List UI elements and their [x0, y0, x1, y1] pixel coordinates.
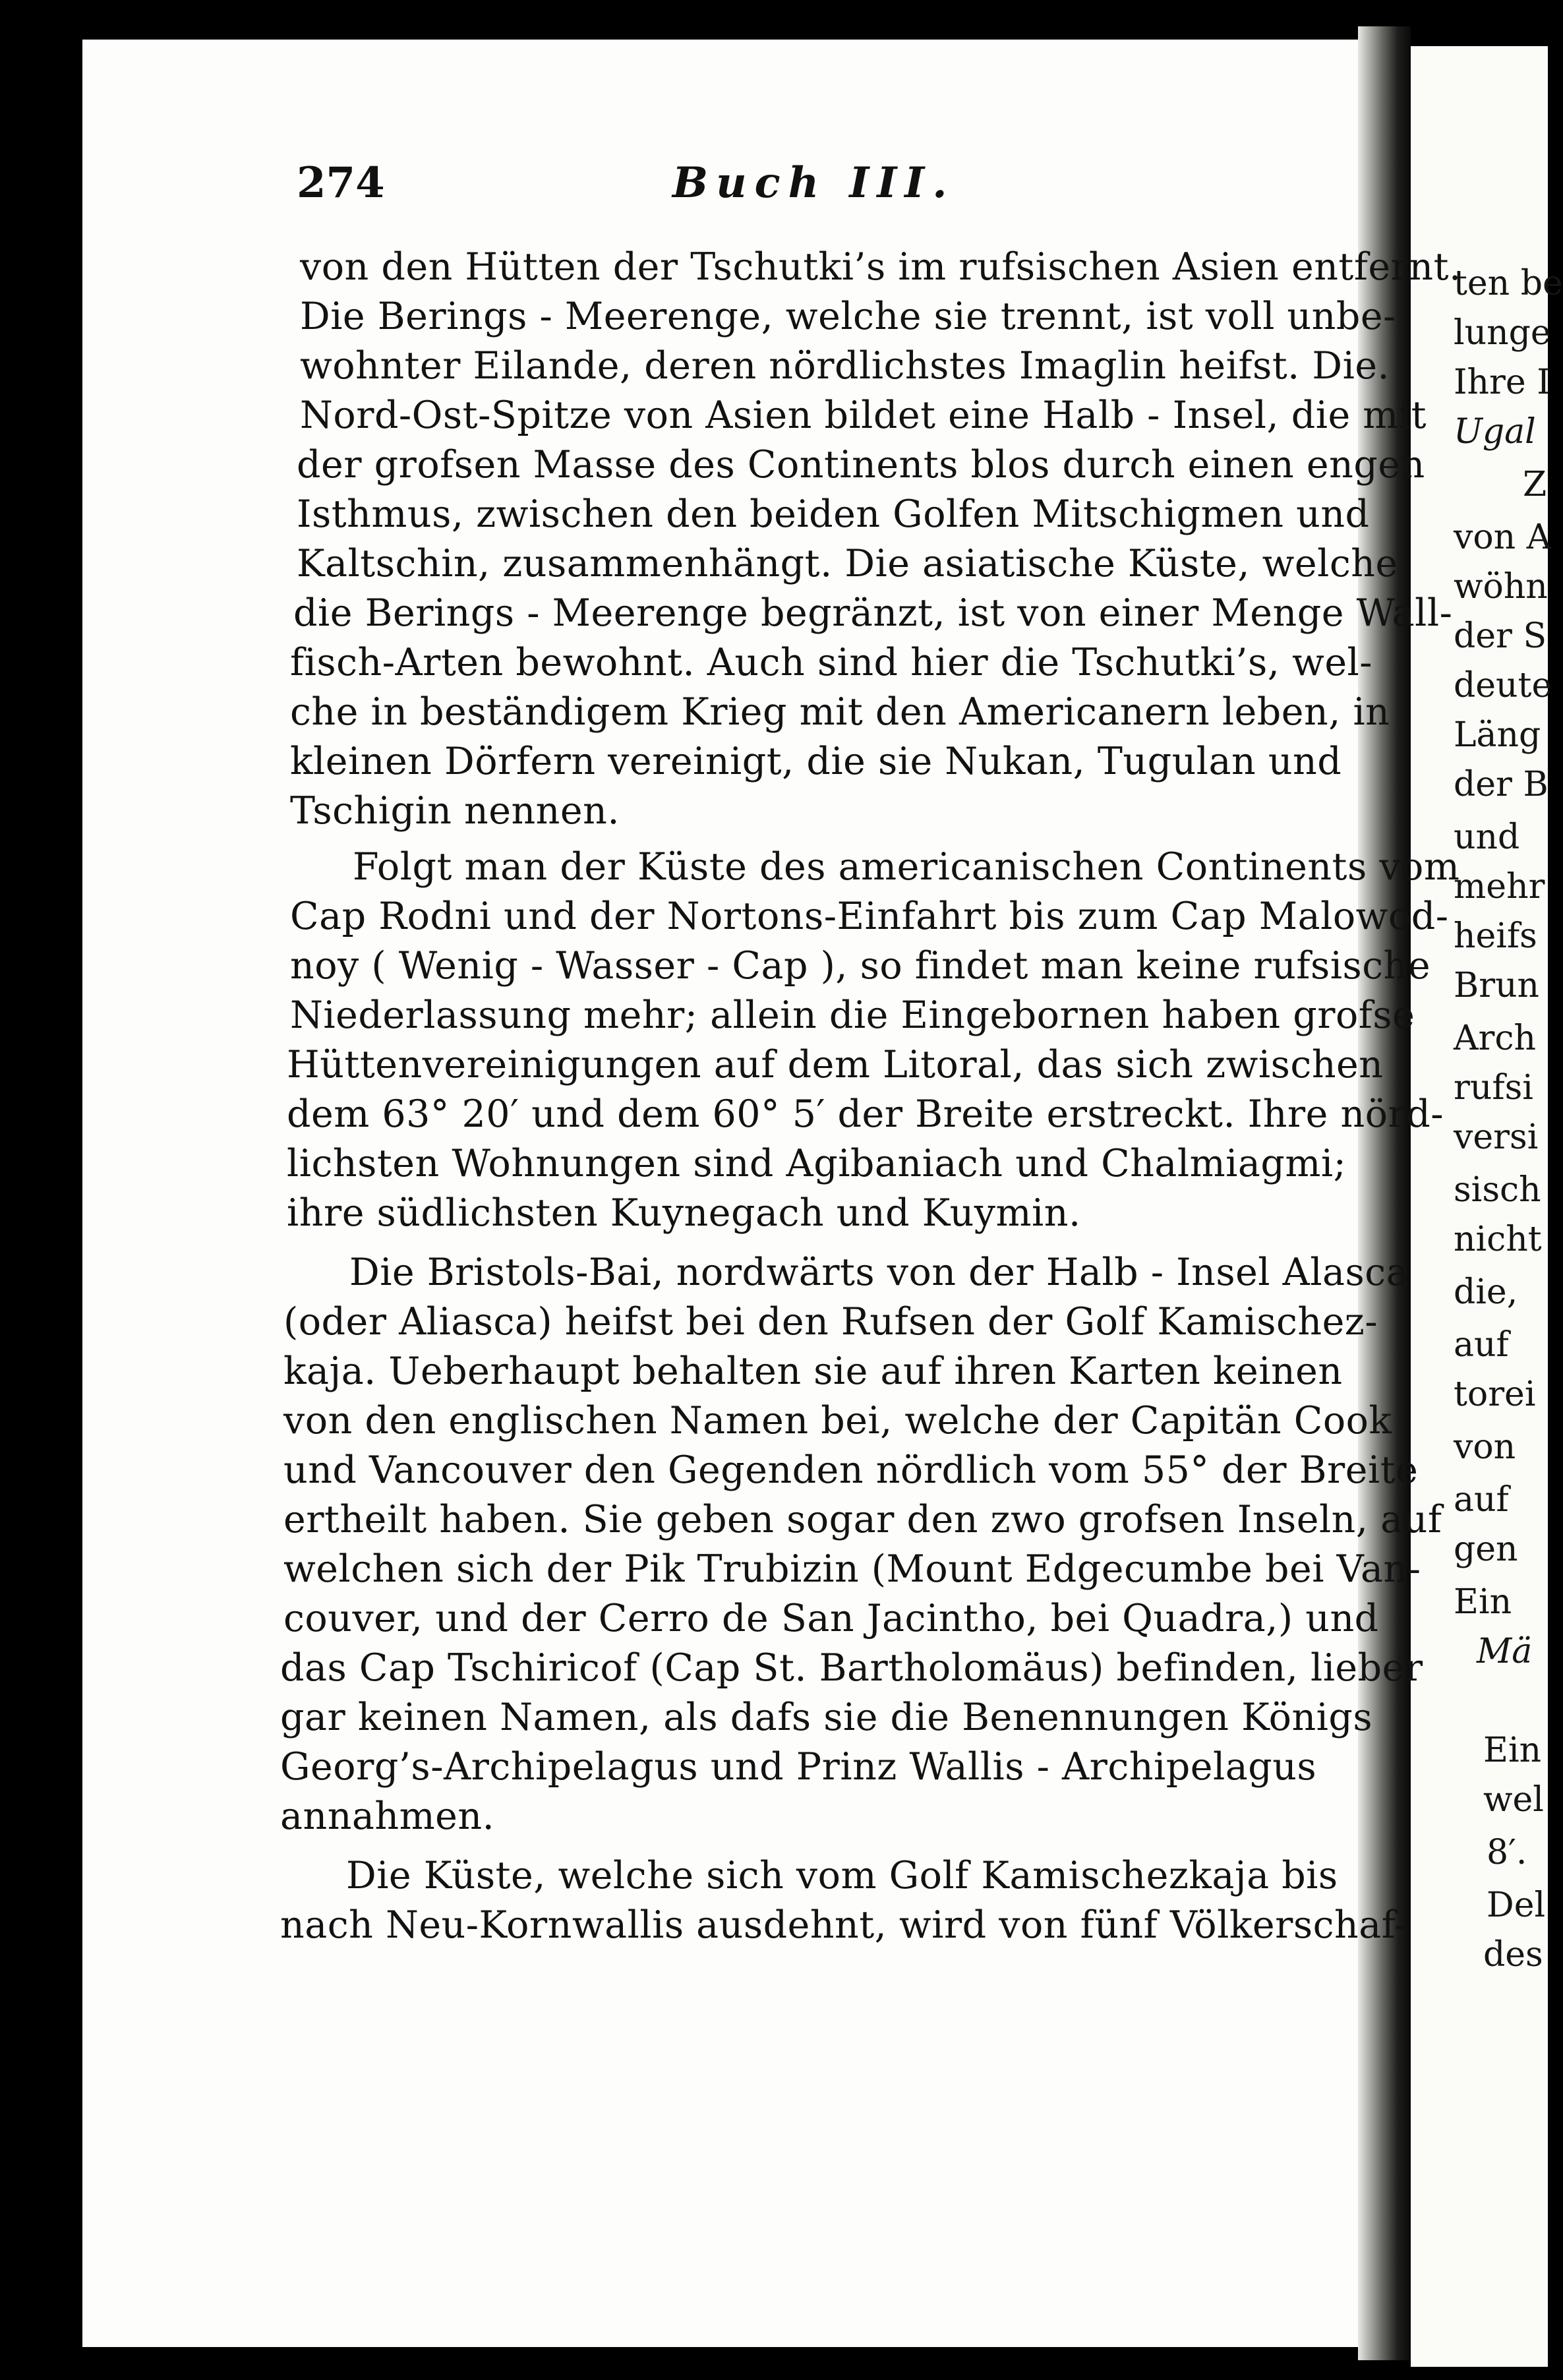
text-line: die Berings - Meerenge begränzt, ist von einer Menge Wall-: [293, 591, 1453, 635]
text-line: und Vancouver den Gegenden nördlich vom 55° der Breite: [283, 1448, 1419, 1492]
text-line: Kaltschin, zusammenhängt. Die asiatische Küste, welche: [297, 542, 1398, 585]
facing-text-line: des: [1483, 1935, 1543, 1975]
page-number: 274: [297, 158, 385, 208]
text-line: von den Hütten der Tschutki’s im rufsischen Asien entfernt.: [300, 245, 1461, 289]
text-line: der grofsen Masse des Continents blos durch einen engen: [297, 443, 1425, 487]
facing-text-line: lunge: [1454, 313, 1551, 353]
text-line: lichsten Wohnungen sind Agibaniach und Chalmiagmi;: [287, 1142, 1347, 1185]
facing-text-line: Z: [1523, 465, 1547, 504]
facing-text-line: auf: [1454, 1325, 1509, 1365]
text-line: gar keinen Namen, als dafs sie die Benennungen Königs: [280, 1696, 1373, 1739]
facing-text-line: Mä: [1477, 1632, 1533, 1671]
page-header: [211, 158, 1332, 211]
text-line: dem 63° 20′ und dem 60° 5′ der Breite erstreckt. Ihre nörd-: [287, 1092, 1444, 1136]
text-line: Niederlassung mehr; allein die Eingebornen haben grofse: [290, 994, 1415, 1037]
running-head: Buch III.: [672, 158, 955, 208]
facing-text-line: Ein: [1454, 1582, 1512, 1622]
text-line: kleinen Dörfern vereinigt, die sie Nukan, Tugulan und: [290, 740, 1342, 783]
facing-text-line: nicht: [1454, 1220, 1542, 1259]
facing-text-line: von: [1454, 1427, 1516, 1467]
text-line: das Cap Tschiricof (Cap St. Bartholomäus) befinden, lieber: [280, 1646, 1423, 1690]
facing-text-line: heifs: [1454, 916, 1537, 956]
text-line: Folgt man der Küste des americanischen Continents vom: [353, 845, 1460, 889]
facing-text-line: Ein: [1483, 1731, 1542, 1770]
facing-text-line: und: [1454, 818, 1520, 857]
facing-text-line: versi: [1454, 1117, 1539, 1157]
text-line: Cap Rodni und der Nortons-Einfahrt bis zum Cap Malowod-: [290, 895, 1449, 938]
facing-text-line: mehr: [1454, 867, 1545, 907]
facing-text-line: Del: [1487, 1886, 1546, 1925]
facing-text-line: deute: [1454, 666, 1552, 705]
text-line: Die Bristols-Bai, nordwärts von der Halb - Insel Alasca: [349, 1251, 1409, 1294]
facing-text-line: rufsi: [1454, 1068, 1533, 1108]
text-line: ihre südlichsten Kuynegach und Kuymin.: [287, 1191, 1081, 1235]
facing-text-line: der S: [1454, 616, 1547, 656]
text-line: nach Neu-Kornwallis ausdehnt, wird von fünf Völkerschaf-: [280, 1903, 1408, 1947]
text-line: che in beständigem Krieg mit den Americanern leben, in: [290, 690, 1390, 734]
text-line: Hüttenvereinigungen auf dem Litoral, das sich zwischen: [287, 1043, 1384, 1086]
text-line: Die Berings - Meerenge, welche sie trennt, ist voll unbe-: [300, 295, 1396, 338]
text-line: kaja. Ueberhaupt behalten sie auf ihren Karten keinen: [283, 1350, 1343, 1393]
facing-text-line: sisch: [1454, 1170, 1541, 1210]
facing-text-line: auf: [1454, 1480, 1509, 1520]
text-line: Nord-Ost-Spitze von Asien bildet eine Halb - Insel, die mit: [300, 394, 1427, 437]
text-line: couver, und der Cerro de San Jacintho, bei Quadra,) und: [283, 1597, 1379, 1640]
text-line: Isthmus, zwischen den beiden Golfen Mitschigmen und: [297, 492, 1370, 536]
facing-text-line: wöhn: [1454, 567, 1548, 607]
text-line: von den englischen Namen bei, welche der Capitän Cook: [283, 1399, 1392, 1443]
facing-text-line: Ihre I: [1454, 363, 1550, 402]
facing-text-line: Ugal: [1454, 412, 1536, 452]
facing-text-line: Arch: [1454, 1019, 1537, 1058]
text-line: Georg’s-Archipelagus und Prinz Wallis - Archipelagus: [280, 1745, 1317, 1789]
text-line: Tschigin nennen.: [290, 789, 620, 833]
facing-text-line: 8′.: [1487, 1833, 1527, 1872]
facing-text-line: Brun: [1454, 966, 1540, 1005]
facing-text-line: der B: [1454, 765, 1548, 804]
facing-text-line: wel: [1483, 1780, 1544, 1820]
text-line: (oder Aliasca) heifst bei den Rufsen der Golf Kamischez-: [283, 1300, 1378, 1344]
text-line: Die Küste, welche sich vom Golf Kamischezkaja bis: [346, 1854, 1338, 1897]
text-line: annahmen.: [280, 1795, 495, 1838]
text-line: fisch-Arten bewohnt. Auch sind hier die Tschutki’s, wel-: [290, 641, 1373, 684]
facing-text-line: Läng: [1454, 715, 1541, 755]
text-line: ertheilt haben. Sie geben sogar den zwo grofsen Inseln, auf: [283, 1498, 1442, 1541]
facing-text-line: von A: [1454, 518, 1552, 557]
text-line: wohnter Eilande, deren nördlichstes Imaglin heifst. Die.: [300, 344, 1390, 388]
facing-text-line: gen: [1454, 1530, 1518, 1569]
facing-text-line: ten be: [1454, 264, 1563, 303]
facing-text-line: die,: [1454, 1272, 1518, 1312]
text-line: welchen sich der Pik Trubizin (Mount Edgecumbe bei Van-: [283, 1547, 1421, 1591]
facing-text-line: torei: [1454, 1375, 1536, 1414]
text-line: noy ( Wenig - Wasser - Cap ), so findet man keine rufsische: [290, 944, 1431, 988]
